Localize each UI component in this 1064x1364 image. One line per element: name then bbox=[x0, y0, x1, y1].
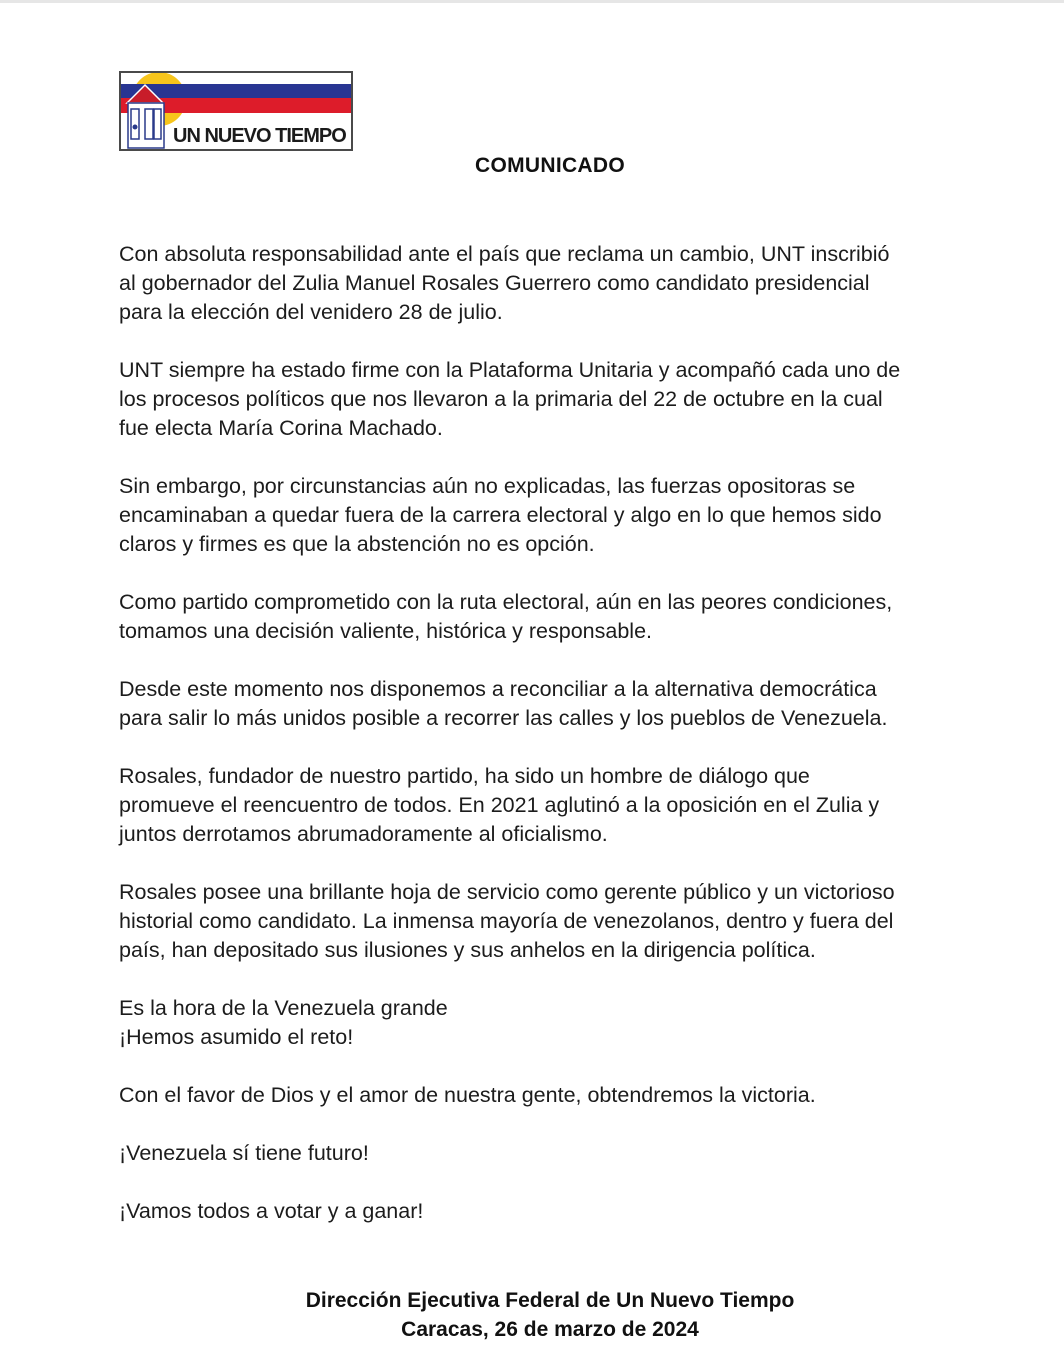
paragraph bbox=[119, 878, 999, 965]
paragraph-line: Rosales posee una brillante hoja de servicio como gerente público y un victorioso bbox=[119, 880, 895, 904]
paragraph-line: historial como candidato. La inmensa mayoría de venezolanos, dentro y fuera del bbox=[119, 909, 894, 933]
logo-house-ornament bbox=[133, 125, 138, 130]
paragraph-line: Como partido comprometido con la ruta electoral, aún en las peores condiciones, bbox=[119, 590, 893, 614]
paragraph bbox=[119, 240, 999, 327]
document-heading: COMUNICADO bbox=[475, 154, 625, 177]
paragraph-line: al gobernador del Zulia Manuel Rosales Guerrero como candidato presidencial bbox=[119, 271, 870, 295]
unt-logo bbox=[119, 71, 353, 151]
paragraph-line: UNT siempre ha estado firme con la Plataforma Unitaria y acompañó cada uno de bbox=[119, 358, 901, 382]
paragraph bbox=[119, 762, 999, 849]
paragraph bbox=[119, 675, 999, 733]
document-footer bbox=[0, 1286, 1064, 1344]
paragraph bbox=[119, 1081, 999, 1110]
paragraph-line: claros y firmes es que la abstención no es opción. bbox=[119, 532, 595, 556]
paragraph-line: Rosales, fundador de nuestro partido, ha sido un hombre de diálogo que bbox=[119, 764, 810, 788]
paragraph-line: Con absoluta responsabilidad ante el país que reclama un cambio, UNT inscribió bbox=[119, 242, 890, 266]
paragraph-line: Desde este momento nos disponemos a reconciliar a la alternativa democrática bbox=[119, 677, 877, 701]
paragraph-line: tomamos una decisión valiente, histórica y responsable. bbox=[119, 619, 653, 643]
paragraph bbox=[119, 1139, 999, 1168]
paragraph-line: país, han depositado sus ilusiones y sus anhelos en la dirigencia política. bbox=[119, 938, 816, 962]
paragraph-line: ¡Venezuela sí tiene futuro! bbox=[119, 1141, 369, 1165]
paragraph-line: los procesos políticos que nos llevaron a la primaria del 22 de octubre en la cual bbox=[119, 387, 883, 411]
paragraph-line: para salir lo más unidos posible a recorrer las calles y los pueblos de Venezuela. bbox=[119, 706, 888, 730]
top-rule bbox=[0, 0, 1064, 3]
paragraph-line: Es la hora de la Venezuela grande bbox=[119, 996, 448, 1020]
paragraph-line: encaminaban a quedar fuera de la carrera electoral y algo en lo que hemos sido bbox=[119, 503, 882, 527]
paragraph bbox=[119, 588, 999, 646]
paragraph-line: Con el favor de Dios y el amor de nuestra gente, obtendremos la victoria. bbox=[119, 1083, 816, 1107]
paragraph-line: ¡Vamos todos a votar y a ganar! bbox=[119, 1199, 424, 1223]
footer-place-date: Caracas, 26 de marzo de 2024 bbox=[401, 1318, 699, 1341]
paragraph bbox=[119, 994, 999, 1052]
paragraph-line: ¡Hemos asumido el reto! bbox=[119, 1025, 354, 1049]
paragraph-line: Sin embargo, por circunstancias aún no explicadas, las fuerzas opositoras se bbox=[119, 474, 856, 498]
paragraph-line: juntos derrotamos abrumadoramente al oficialismo. bbox=[119, 822, 608, 846]
paragraph bbox=[119, 472, 999, 559]
paragraph-line: para la elección del venidero 28 de julio. bbox=[119, 300, 503, 324]
paragraph-line: promueve el reencuentro de todos. En 2021 aglutinó a la oposición en el Zulia y bbox=[119, 793, 880, 817]
paragraph bbox=[119, 1197, 999, 1226]
footer-signature: Dirección Ejecutiva Federal de Un Nuevo Tiempo bbox=[305, 1289, 795, 1312]
logo-text: UN NUEVO TIEMPO bbox=[173, 125, 346, 147]
paragraph-line: fue electa María Corina Machado. bbox=[119, 416, 443, 440]
document-body bbox=[119, 240, 999, 1255]
paragraph bbox=[119, 356, 999, 443]
